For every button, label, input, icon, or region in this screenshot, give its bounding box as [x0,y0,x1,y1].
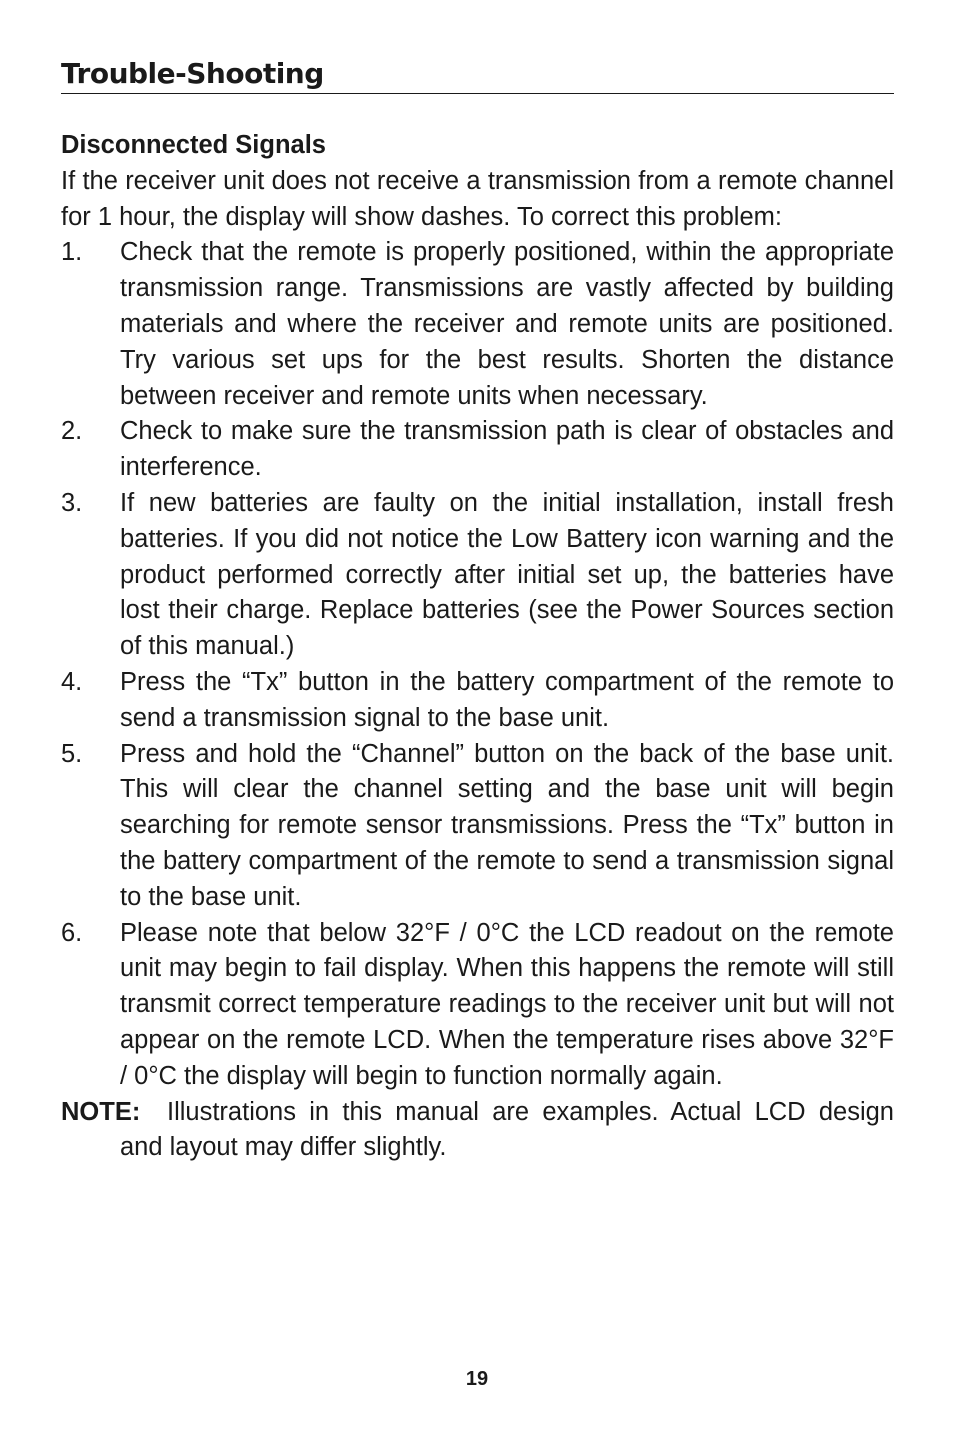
step-item [61,665,894,737]
title-divider [61,93,894,94]
main-content [61,128,894,1166]
step-item [61,486,894,665]
section-heading: Disconnected Signals [61,131,326,159]
step-text: Please note that below 32°F / 0°C the LCD readout on the remote unit may begin to fail display. When this happens the remote will still transmit correct temperature readings to the receiver unit but will not appear on the remote LCD. When the temperature rises above 32°F / 0°C the display will begin to function normally again. [120,918,894,1090]
step-text: Check to make sure the transmission path is clear of obstacles and interference. [120,417,894,482]
step-number: 6. [61,918,83,947]
page-number: 19 [465,1368,489,1390]
step-item [61,916,894,1095]
note-text: Illustrations in this manual are examples. Actual LCD design and layout may differ slightly. [120,1097,894,1162]
step-number: 2. [61,417,83,446]
step-number: 3. [61,488,83,517]
page-title: Trouble-Shooting [61,57,324,90]
step-text: Check that the remote is properly positioned, within the appropriate transmission range. Transmissions are vastly affected by building materials and where the receiver and remote units are positioned. Try various set ups for the best results. Shorten the distance between receiver and remote units when necessary. [120,238,894,410]
troubleshooting-steps [61,235,894,1094]
note-label: NOTE: [61,1097,141,1126]
step-text: If new batteries are faulty on the initial installation, install fresh batteries. If you did not notice the Low Battery icon warning and the product performed correctly after initial set up, the batteries have lost their charge. Replace batteries (see the Power Sources section of this manual.) [120,488,894,661]
intro-paragraph: If the receiver unit does not receive a transmission from a remote channel for 1 hour, the display will show dashes. To correct this problem: [61,166,894,231]
step-number: 5. [61,739,83,768]
step-number: 1. [61,238,83,267]
step-item [61,414,894,486]
step-item [61,737,894,916]
step-text: Press and hold the “Channel” button on the back of the base unit. This will clear the channel setting and the base unit will begin searching for remote sensor transmissions. Press the “Tx” button in the battery compartment of the remote to send a transmission signal to the base unit. [120,739,894,911]
step-text: Press the “Tx” button in the battery compartment of the remote to send a transmission signal to the base unit. [120,667,894,732]
step-item [61,235,894,414]
note-block [61,1095,894,1167]
step-number: 4. [61,667,83,696]
